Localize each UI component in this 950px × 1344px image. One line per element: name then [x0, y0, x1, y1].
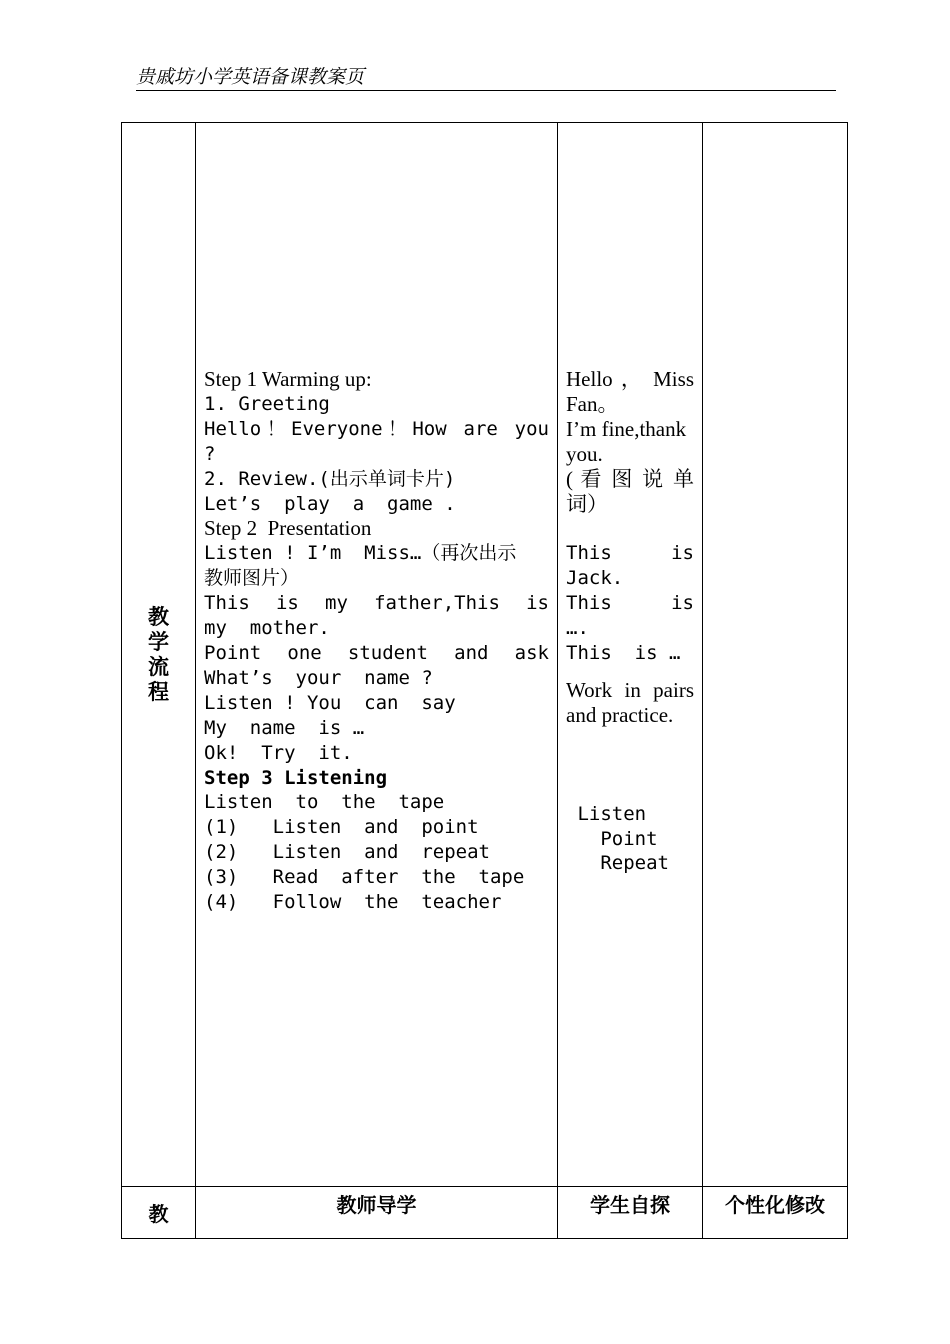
student-line: 词）: [566, 491, 608, 516]
teacher-line: (4) Follow the teacher: [204, 891, 502, 914]
row-label: 教学流程: [148, 604, 169, 704]
teacher-line: Ok! Try it.: [204, 741, 353, 764]
teacher-line: (1) Listen and point: [204, 816, 479, 839]
teacher-line: Step 3 Listening: [204, 766, 388, 789]
student-line: Jack.: [566, 567, 624, 590]
teacher-line: My name is …: [204, 716, 365, 739]
student-line: ( 看 图 说 单: [566, 466, 694, 491]
student-explore-heading: 学生自探: [558, 1187, 703, 1239]
teacher-line: This is my father,This is: [204, 592, 549, 615]
personal-modification-heading: 个性化修改: [703, 1187, 848, 1239]
personal-modification-cell: [703, 123, 848, 1187]
student-line: Fan。: [566, 391, 619, 416]
student-line: This is: [566, 592, 694, 615]
student-line: Point: [566, 827, 658, 850]
teacher-line: my mother.: [204, 617, 330, 640]
teacher-line: Listen ! You can say: [204, 691, 456, 714]
teacher-line: (3) Read after the tape: [204, 866, 525, 889]
teacher-line: (2) Listen and repeat: [204, 841, 490, 864]
teacher-line: Step 2 Presentation: [204, 516, 372, 541]
student-line: This is: [566, 542, 694, 565]
teacher-line: ?: [204, 442, 216, 465]
teacher-line: What’s your name ?: [204, 666, 433, 689]
teacher-line: Listen ! I’m Miss…（再次出示: [204, 542, 517, 565]
teacher-line: Listen to the tape: [204, 791, 445, 814]
student-line: Repeat: [566, 852, 669, 875]
student-line: This is …: [566, 641, 681, 664]
student-line: ….: [566, 617, 589, 640]
student-line: Listen: [566, 802, 647, 825]
teacher-guide-cell: [196, 123, 558, 1187]
teacher-line: Point one student and ask: [204, 641, 549, 664]
row-label-cell: [122, 123, 196, 1187]
teacher-line: 教师图片）: [204, 567, 300, 590]
teacher-line: Hello！Everyone！How are you: [204, 417, 549, 440]
teacher-line: 2. Review.(出示单词卡片): [204, 467, 456, 490]
student-line: and practice.: [566, 702, 674, 727]
student-line: I’m fine,thank: [566, 416, 687, 441]
teacher-line: 1. Greeting: [204, 392, 330, 415]
student-line: Hello ， Miss: [566, 367, 694, 391]
student-explore-cell: [558, 123, 703, 1187]
student-line: you.: [566, 441, 603, 466]
teacher-guide-heading: 教师导学: [196, 1187, 558, 1239]
lesson-plan-table: [121, 122, 848, 1239]
table-row-footer: [122, 1187, 848, 1239]
page-header: 贵戚坊小学英语备课教案页: [136, 66, 836, 91]
teacher-line: Let’s play a game .: [204, 492, 456, 515]
footer-label: 教: [122, 1187, 196, 1239]
teacher-line: Step 1 Warming up:: [204, 367, 372, 391]
student-line: Work in pairs: [566, 677, 694, 702]
table-row-process: [122, 123, 848, 1187]
